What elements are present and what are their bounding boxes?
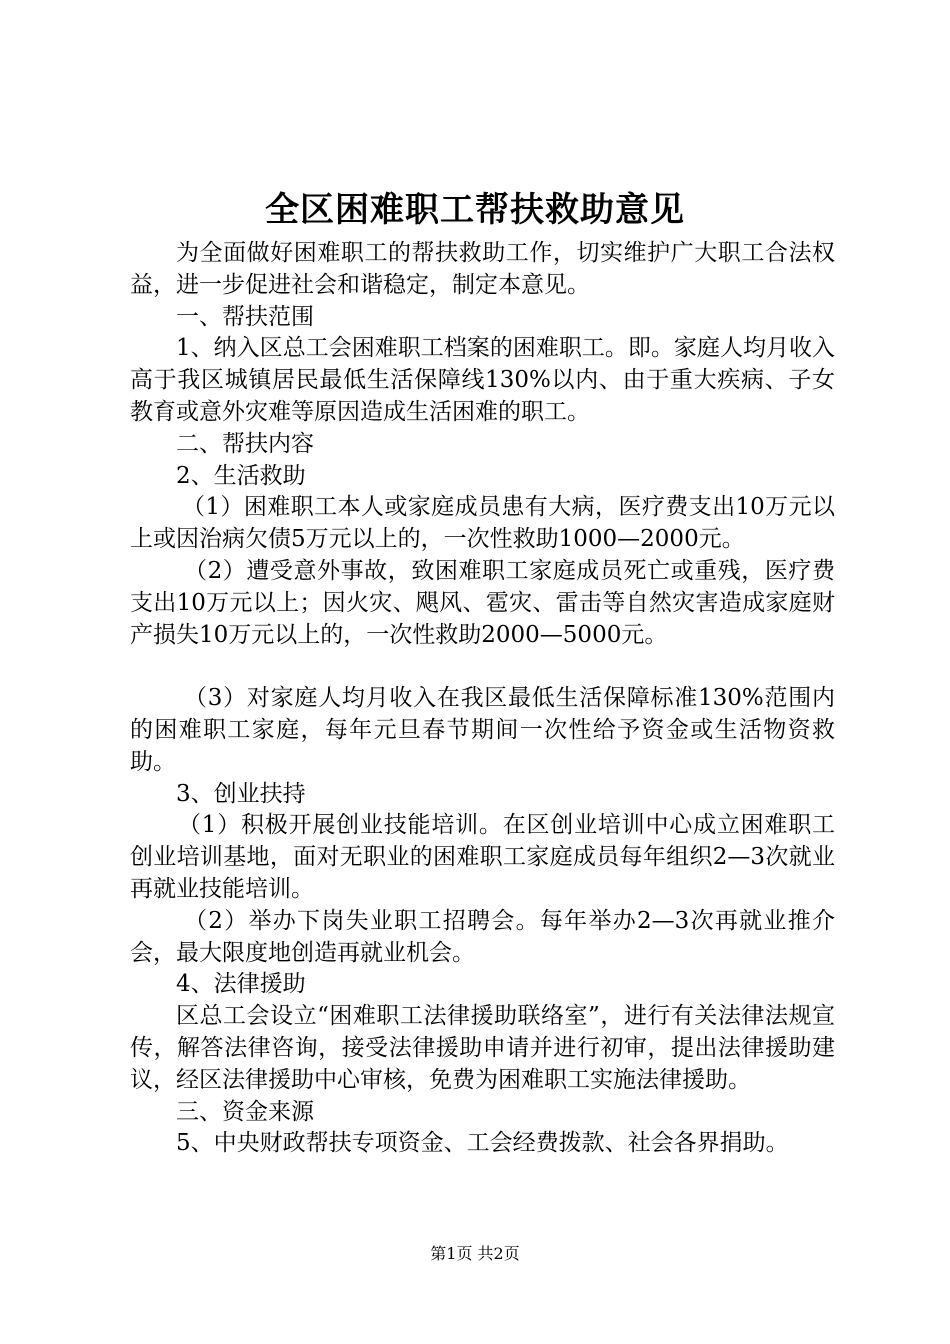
section-heading-content: 二、帮扶内容 [176, 430, 314, 457]
page-footer: 第1页 共2页 [430, 1244, 520, 1263]
paragraph-scope-1: 1、纳入区总工会困难职工档案的困难职工。即。家庭人均月收入高于我区城镇居民最低生活保障线130%以内、由于重大疾病、子女教育或意外灾难等原因造成生活困难的职工。 [130, 335, 835, 425]
paragraph-living-aid-1: （1）困难职工本人或家庭成员患有大病，医疗费支出10万元以上或因治病欠债5万元以上的，一次性救助1000—2000元。 [130, 494, 835, 553]
paragraph-business-support-1: （1）积极开展创业技能培训。在区创业培训中心成立困难职工创业培训基地，面对无职业的困难职工家庭成员每年组织2—3次就业再就业技能培训。 [130, 812, 835, 902]
blank-line [130, 651, 835, 683]
paragraph-living-aid-2: （2）遭受意外事故，致困难职工家庭成员死亡或重残，医疗费支出10万元以上；因火灾、飓风、雹灾、雷击等自然灾害造成家庭财产损失10万元以上的，一次性救助2000—5000元。 [130, 557, 835, 648]
paragraph-funding: 5、中央财政帮扶专项资金、工会经费拨款、社会各界捐助。 [176, 1130, 789, 1157]
subheading-living-aid: 2、生活救助 [176, 462, 306, 489]
section-heading-scope: 一、帮扶范围 [176, 303, 314, 330]
paragraph-business-support-2: （2）举办下岗失业职工招聘会。每年举办2—3次再就业推介会，最大限度地创造再就业机会。 [130, 907, 835, 966]
paragraph-living-aid-3: （3）对家庭人均月收入在我区最低生活保障标准130%范围内的困难职工家庭，每年元旦春节期间一次性给予资金或生活物资救助。 [130, 685, 835, 775]
paragraph-legal-aid: 区总工会设立“困难职工法律援助联络室”，进行有关法律法规宣传，解答法律咨询，接受法律援助申请并进行初审，提出法律援助建议，经区法律援助中心审核，免费为困难职工实施法律援助。 [130, 1003, 835, 1093]
document-body [130, 238, 835, 1160]
document-title: 全区困难职工帮扶救助意见 [265, 190, 685, 230]
intro-paragraph: 为全面做好困难职工的帮扶救助工作，切实维护广大职工合法权益，进一步促进社会和谐稳定，制定本意见。 [130, 240, 835, 298]
subheading-legal-aid: 4、法律援助 [176, 971, 306, 998]
section-heading-funding: 三、资金来源 [176, 1098, 314, 1125]
subheading-business-support: 3、创业扶持 [176, 780, 306, 807]
